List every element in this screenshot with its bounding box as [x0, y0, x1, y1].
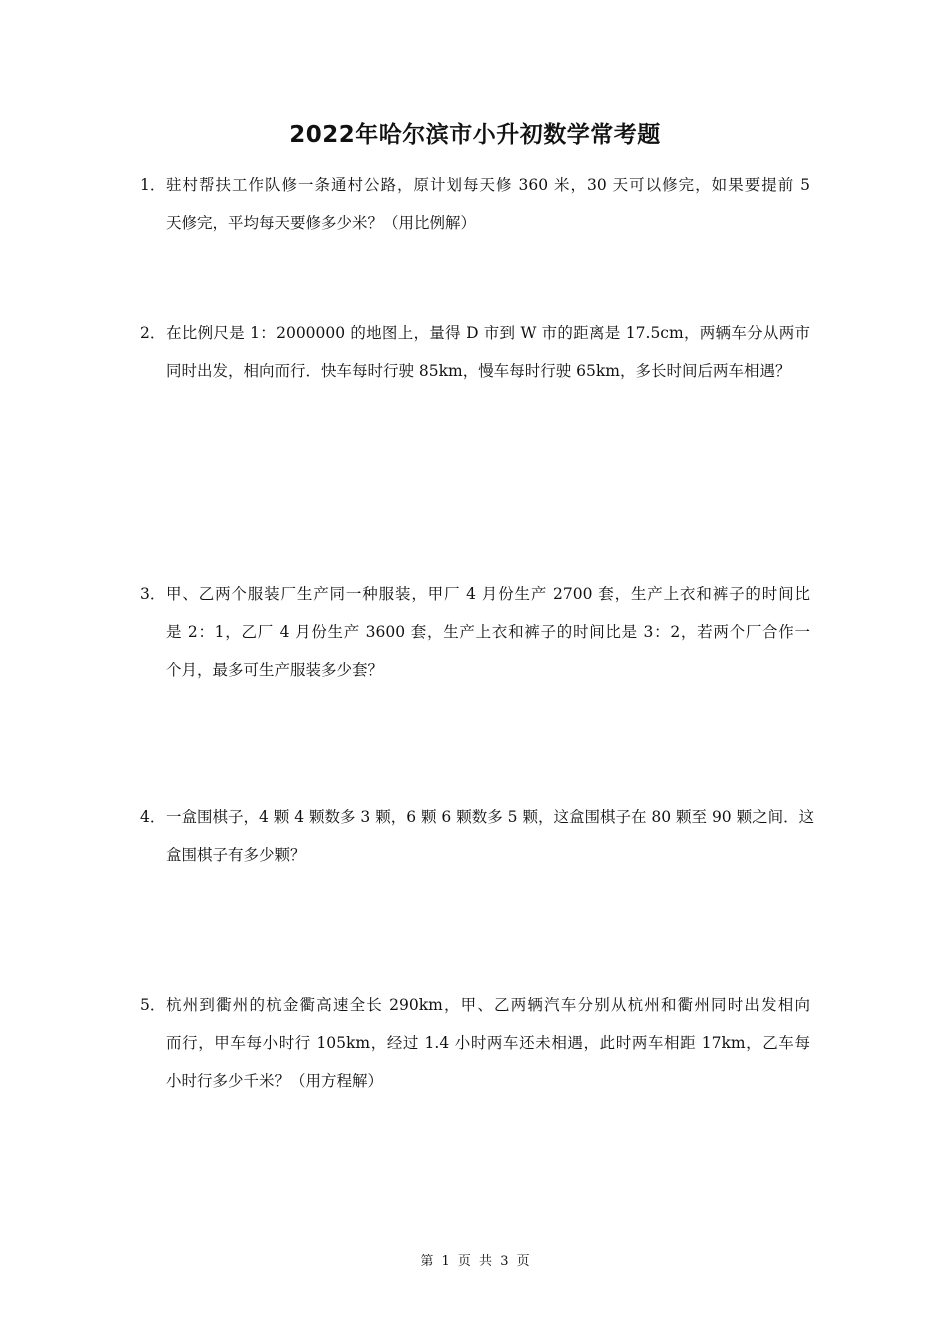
- question-text-line: 在比例尺是 1：2000000 的地图上，量得 D 市到 W 市的距离是 17.5cm，两辆车分从两市: [166, 324, 810, 342]
- question-number: 4．: [140, 808, 166, 826]
- page-footer: 第 1 页 共 3 页: [420, 1254, 530, 1269]
- question-text-line: 驻村帮扶工作队修一条通村公路，原计划每天修 360 米，30 天可以修完，如果要提前 5: [166, 176, 810, 194]
- question-text-line: 是 2：1，乙厂 4 月份生产 3600 套，生产上衣和裤子的时间比是 3：2，若两个厂合作一: [166, 623, 810, 641]
- question-text-line: 而行，甲车每小时行 105km，经过 1.4 小时两车还未相遇，此时两车相距 17km，乙车每: [166, 1034, 810, 1052]
- question-5: [140, 986, 810, 1100]
- page-title: 2022年哈尔滨市小升初数学常考题: [289, 122, 661, 148]
- question-text-line: 盒围棋子有多少颗？: [166, 846, 306, 864]
- question-text-line: 同时出发，相向而行．快车每时行驶 85km，慢车每时行驶 65km，多长时间后两车相遇？: [166, 362, 791, 380]
- question-number: 1．: [140, 176, 166, 194]
- question-text-line: 小时行多少千米？（用方程解）: [166, 1072, 384, 1090]
- question-text-line: 一盒围棋子，4 颗 4 颗数多 3 颗，6 颗 6 颗数多 5 颗，这盒围棋子在 80 颗至 90 颗之间．这: [166, 808, 815, 826]
- question-number: 2．: [140, 324, 166, 342]
- question-2: [140, 314, 810, 390]
- question-text-line: 甲、乙两个服装厂生产同一种服装，甲厂 4 月份生产 2700 套，生产上衣和裤子的时间比: [166, 585, 810, 603]
- question-number: 3．: [140, 585, 166, 603]
- question-text-line: 天修完，平均每天要修多少米？（用比例解）: [166, 214, 477, 232]
- question-1: [140, 166, 810, 242]
- question-number: 5．: [140, 996, 166, 1014]
- question-text-line: 个月，最多可生产服装多少套？: [166, 661, 384, 679]
- question-3: [140, 575, 810, 689]
- question-text-line: 杭州到衢州的杭金衢高速全长 290km，甲、乙两辆汽车分别从杭州和衢州同时出发相向: [166, 996, 810, 1014]
- question-4: [140, 798, 815, 874]
